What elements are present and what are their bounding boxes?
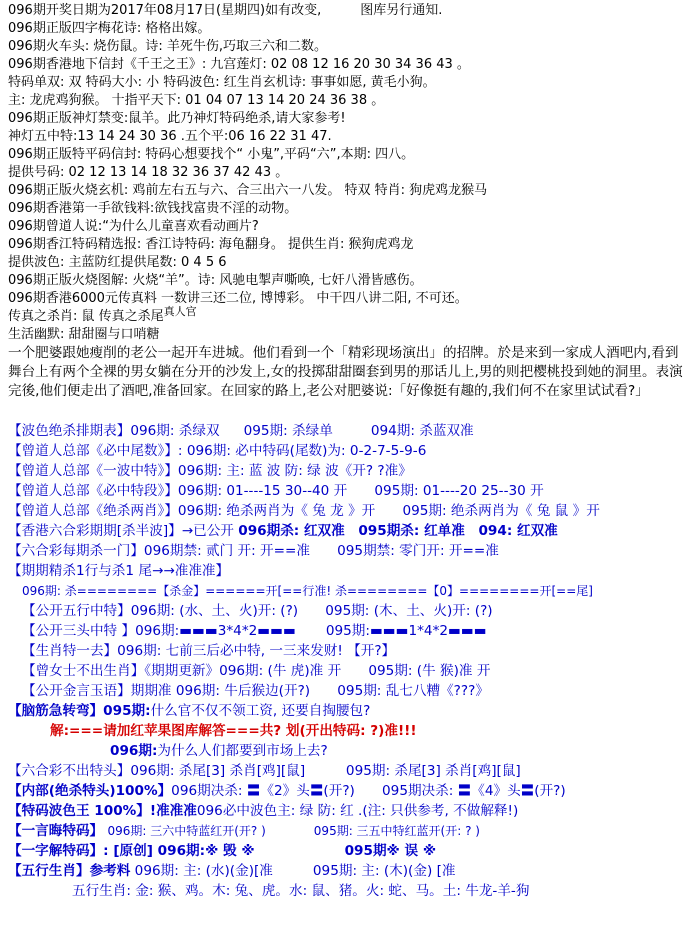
numbers-line: 提供号码: 02 12 13 14 18 32 36 37 42 43 。 bbox=[8, 165, 289, 180]
kill-row-title: 【期期精杀1行与杀1 尾→→准准准】 bbox=[8, 563, 230, 579]
zodiac-one-row: 【生肖特一去】096期: 七前三后必中特, 一三来发财! 【开?】 bbox=[22, 643, 396, 659]
inner-kill-row: 【内部(绝杀特头)100%】096期决杀: 〓《2》头〓(开?) 095期决杀: 〓《4》头〓(开?) bbox=[8, 783, 566, 799]
lamp-ban-line: 096期正版神灯禁变:鼠羊。此乃神灯特码绝杀,请大家参考! bbox=[8, 111, 346, 126]
train-head-line: 096期火车头: 烧伤鼠。诗: 羊死牛伤,巧取三六和二数。 bbox=[8, 39, 327, 54]
five-element-row: 【公开五行中特】096期: (水、土、火)开: (?) 095期: (木、土、火)开: (?) bbox=[22, 603, 493, 619]
hk-first-hand-line: 096期香港第一手欲钱料:欲钱找富贵不淫的动物。 bbox=[8, 201, 298, 216]
main-zodiac-line: 主: 龙虎鸡狗猴。 十指平天下: 01 04 07 13 14 20 24 36 38 。 bbox=[8, 93, 385, 108]
no-head-row: 【六合彩不出特头】096期: 杀尾[3] 杀肖[鸡][鼠] 095期: 杀尾[3] 杀肖[鸡][鼠] bbox=[8, 763, 521, 779]
element-list-row: 五行生肖: 金: 猴、鸡。木: 兔、虎。水: 鼠、猪。火: 蛇、马。土: 牛龙-羊-狗 bbox=[72, 883, 530, 899]
flat-envelope-line: 096期正版特平码信封: 特码心想要找个“ 小鬼”,平码“六”,本期: 四八。 bbox=[8, 147, 415, 162]
hk-envelope-line: 096期香港地下信封《千王之王》: 九宫莲灯: 02 08 12 16 20 30 34 36 43 。 bbox=[8, 57, 470, 72]
kill-row: 096期: 杀========【杀金】======开[==行准! 杀========【0】========开[==尾] bbox=[22, 584, 593, 598]
one-wave-row: 【曾道人总部《一波中特》】096期: 主: 蓝 波 防: 绿 波《开? ?准》 bbox=[8, 463, 412, 479]
riddle-row: 【脑筋急转弯】095期:什么官不仅不领工资, 还要自掏腰包? bbox=[8, 703, 371, 719]
fax-kill-line: 传真之杀肖: 鼠 传真之杀尾$^{真人官}$ bbox=[8, 305, 197, 324]
fire-diagram-line: 096期正版火烧图解: 火烧“羊”。诗: 风驰电掣声嘶唤, 七奸八滑皆感伤。 bbox=[8, 273, 423, 288]
tail-row: 【曾道人总部《必中尾数》】: 096期: 必中特码(尾数)为: 0-2-7-5-9-6 bbox=[8, 443, 427, 459]
plum-poem-line: 096期正版四字梅花诗: 格格出嫁。 bbox=[8, 21, 211, 36]
lamp-five-line: 神灯五中特:13 14 24 30 36 .五个平:06 16 22 31 47. bbox=[8, 129, 332, 144]
fire-mystery-line: 096期正版火烧玄机: 鸡前左右五与六、合三出六一八发。 特双 特肖: 狗虎鸡龙猴马 bbox=[8, 183, 488, 198]
half-wave-row: 【香港六合彩期期[杀半波]】→已公开 096期杀: 红双准 095期杀: 红单准 094: 红双准 bbox=[8, 523, 558, 539]
element-zodiac-row: 【五行生肖】参考料 096期: 主: (水)(金)[准 095期: 主: (木)(金) [准 bbox=[8, 863, 456, 879]
joke-paragraph: 一个肥婆跟她瘦削的老公一起开车进城。他们看到一个「精彩现场演出」的招牌。於是来到一家成人酒吧内,看到舞台上有两个全裸的男女躺在分开的沙发上,女的投掷甜甜圈套到男的那话儿上,男的则把樱桃投到她的洞里。表演完後,他们便走出了酒吧,准备回家。在回家的路上,老公对肥婆说:「好像挺有趣的,我们何不在家里试试看?」 bbox=[8, 345, 683, 399]
riddle-answer-row: 解:===请加红苹果图库解答===共? 划(开出特码: ?)准!!! bbox=[50, 723, 417, 739]
one-char-row: 【一字解特码】: [原创] 096期:※ 毁 ※ 095期※ 误 ※ bbox=[8, 843, 437, 859]
segment-row: 【曾道人总部《必中特段》】096期: 01----15 30--40 开 095期: 01----20 25--30 开 bbox=[8, 483, 544, 499]
wave-king-row: 【特码波色王 100%】!准准准096必中波色主: 绿 防: 红 .(注: 只供参考, 不做解释!) bbox=[8, 803, 519, 819]
kill-wave-row: 【波色绝杀排期表】096期: 杀绿双 095期: 杀绿单 094期: 杀蓝双准 bbox=[8, 423, 474, 439]
gate-row: 【六合彩每期杀一门】096期禁: 贰门 开: 开==准 095期禁: 零门开: 开==准 bbox=[8, 543, 499, 559]
zeng-says-line: 096期曾道人说:“为什么儿童喜欢看动画片? bbox=[8, 219, 259, 234]
wave-color-line: 提供波色: 主蓝防红提供尾数: 0 4 5 6 bbox=[8, 255, 227, 270]
humor-line: 生活幽默: 甜甜圈与口哨糖 bbox=[8, 327, 160, 342]
ms-zeng-row: 【曾女士不出生肖】《期期更新》096期: (牛 虎)准 开 095期: (牛 猴)准 开 bbox=[22, 663, 491, 679]
fax-6000-line: 096期香港6000元传真料 一数讲三还二位, 博博彩。 中干四八讲二阳, 不可还。 bbox=[8, 291, 468, 306]
draw-date-line: 096期开奖日期为2017年08月17日(星期四)如有改变, 图库另行通知. bbox=[8, 3, 443, 18]
fax-stamp: 真人官 bbox=[163, 305, 197, 318]
xiangjiang-line: 096期香江特码精选报: 香江诗特码: 海龟翻身。 提供生肖: 猴狗虎鸡龙 bbox=[8, 237, 414, 252]
two-zodiac-row: 【曾道人总部《绝杀两肖》】096期: 绝杀两肖为《 兔 龙 》开 095期: 绝杀两肖为《 兔 鼠 》开 bbox=[8, 503, 600, 519]
one-word-row: 【一言晦特码】 096期: 三六中特蓝红开(开? ) 095期: 三五中特红蓝开(开: ? ) bbox=[8, 823, 480, 839]
three-head-row: 【公开三头中特 】096期:▬▬▬3*4*2▬▬▬ 095期:▬▬▬1*4*2▬▬▬ bbox=[22, 623, 487, 639]
riddle-two-row: 096期:为什么人们都要到市场上去? bbox=[110, 743, 328, 759]
special-code-line: 特码单双: 双 特码大小: 小 特码波色: 红生肖玄机诗: 事事如愿, 黄毛小狗。 bbox=[8, 75, 436, 90]
golden-words-row: 【公开金言玉语】期期准 096期: 牛后猴边(开?) 095期: 乱七八糟《???》 bbox=[22, 683, 489, 699]
